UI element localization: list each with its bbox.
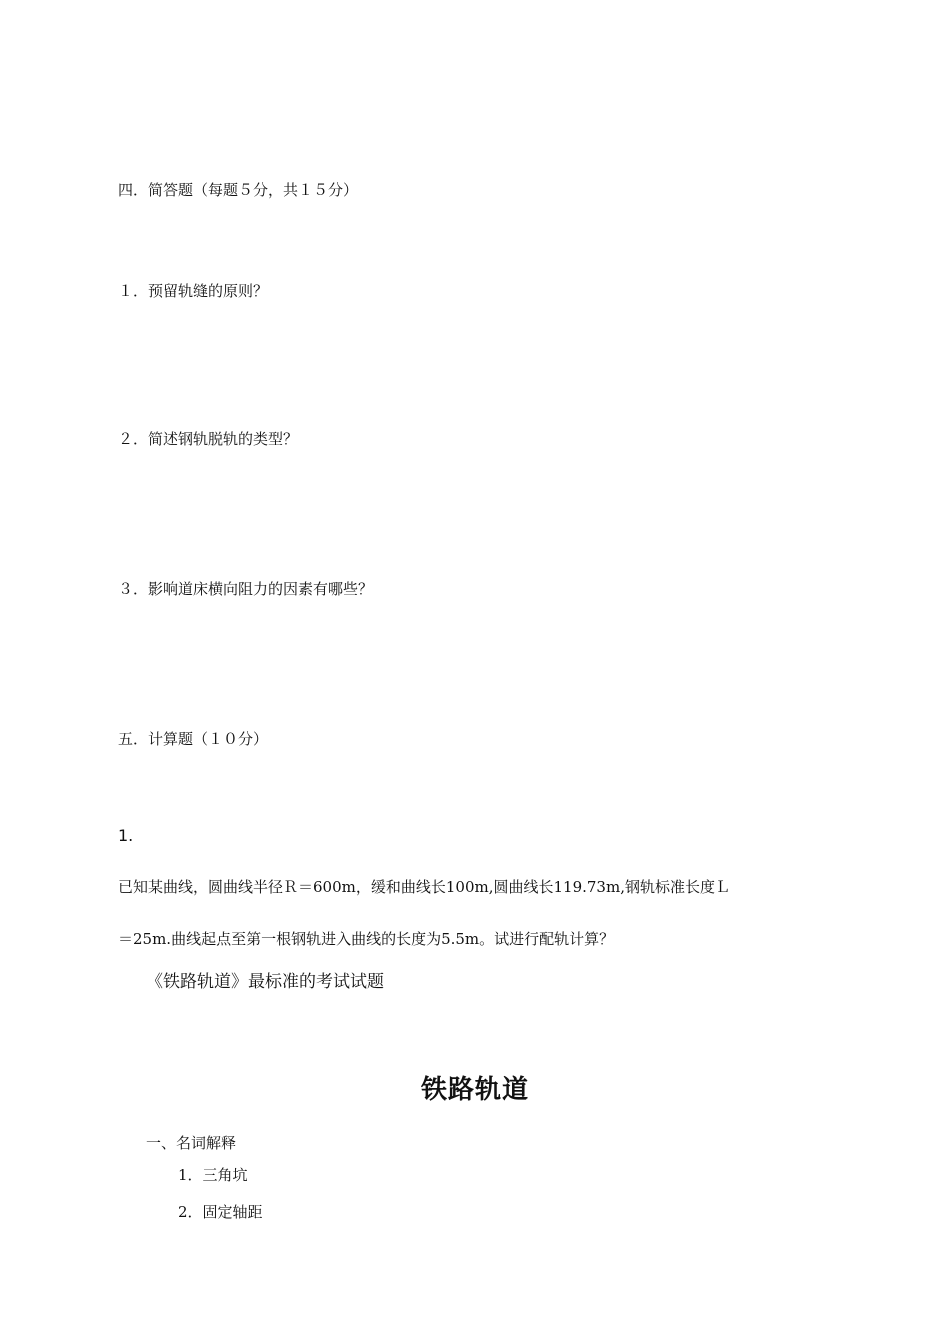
section4-heading: 四．简答题（每题５分，共１５分） <box>118 181 359 199</box>
section5-problem-line-2: ＝25m.曲线起点至第一根钢轨进入曲线的长度为5.5m。试进行配轨计算？ <box>118 930 615 948</box>
exam-caption: 《铁路轨道》最标准的考试试题 <box>146 972 384 992</box>
section5-heading: 五．计算题（１０分） <box>118 730 269 748</box>
section4-question-1: １．预留轨缝的原则？ <box>118 282 269 300</box>
section1-item-1: 1．三角坑 <box>178 1166 248 1184</box>
section4-question-2: ２．简述钢轨脱轨的类型？ <box>118 430 299 448</box>
section1-item-2: 2．固定轴距 <box>178 1203 263 1221</box>
section1-heading: 一、名词解释 <box>146 1134 237 1152</box>
section5-problem-line-1: 已知某曲线，圆曲线半径Ｒ＝600m，缓和曲线长100m,圆曲线长119.73m,钢轨标准长度Ｌ <box>118 878 730 896</box>
section5-item-number: 1. <box>118 826 134 845</box>
section4-question-3: ３．影响道床横向阻力的因素有哪些？ <box>118 580 374 598</box>
document-title: 铁路轨道 <box>420 1075 529 1105</box>
